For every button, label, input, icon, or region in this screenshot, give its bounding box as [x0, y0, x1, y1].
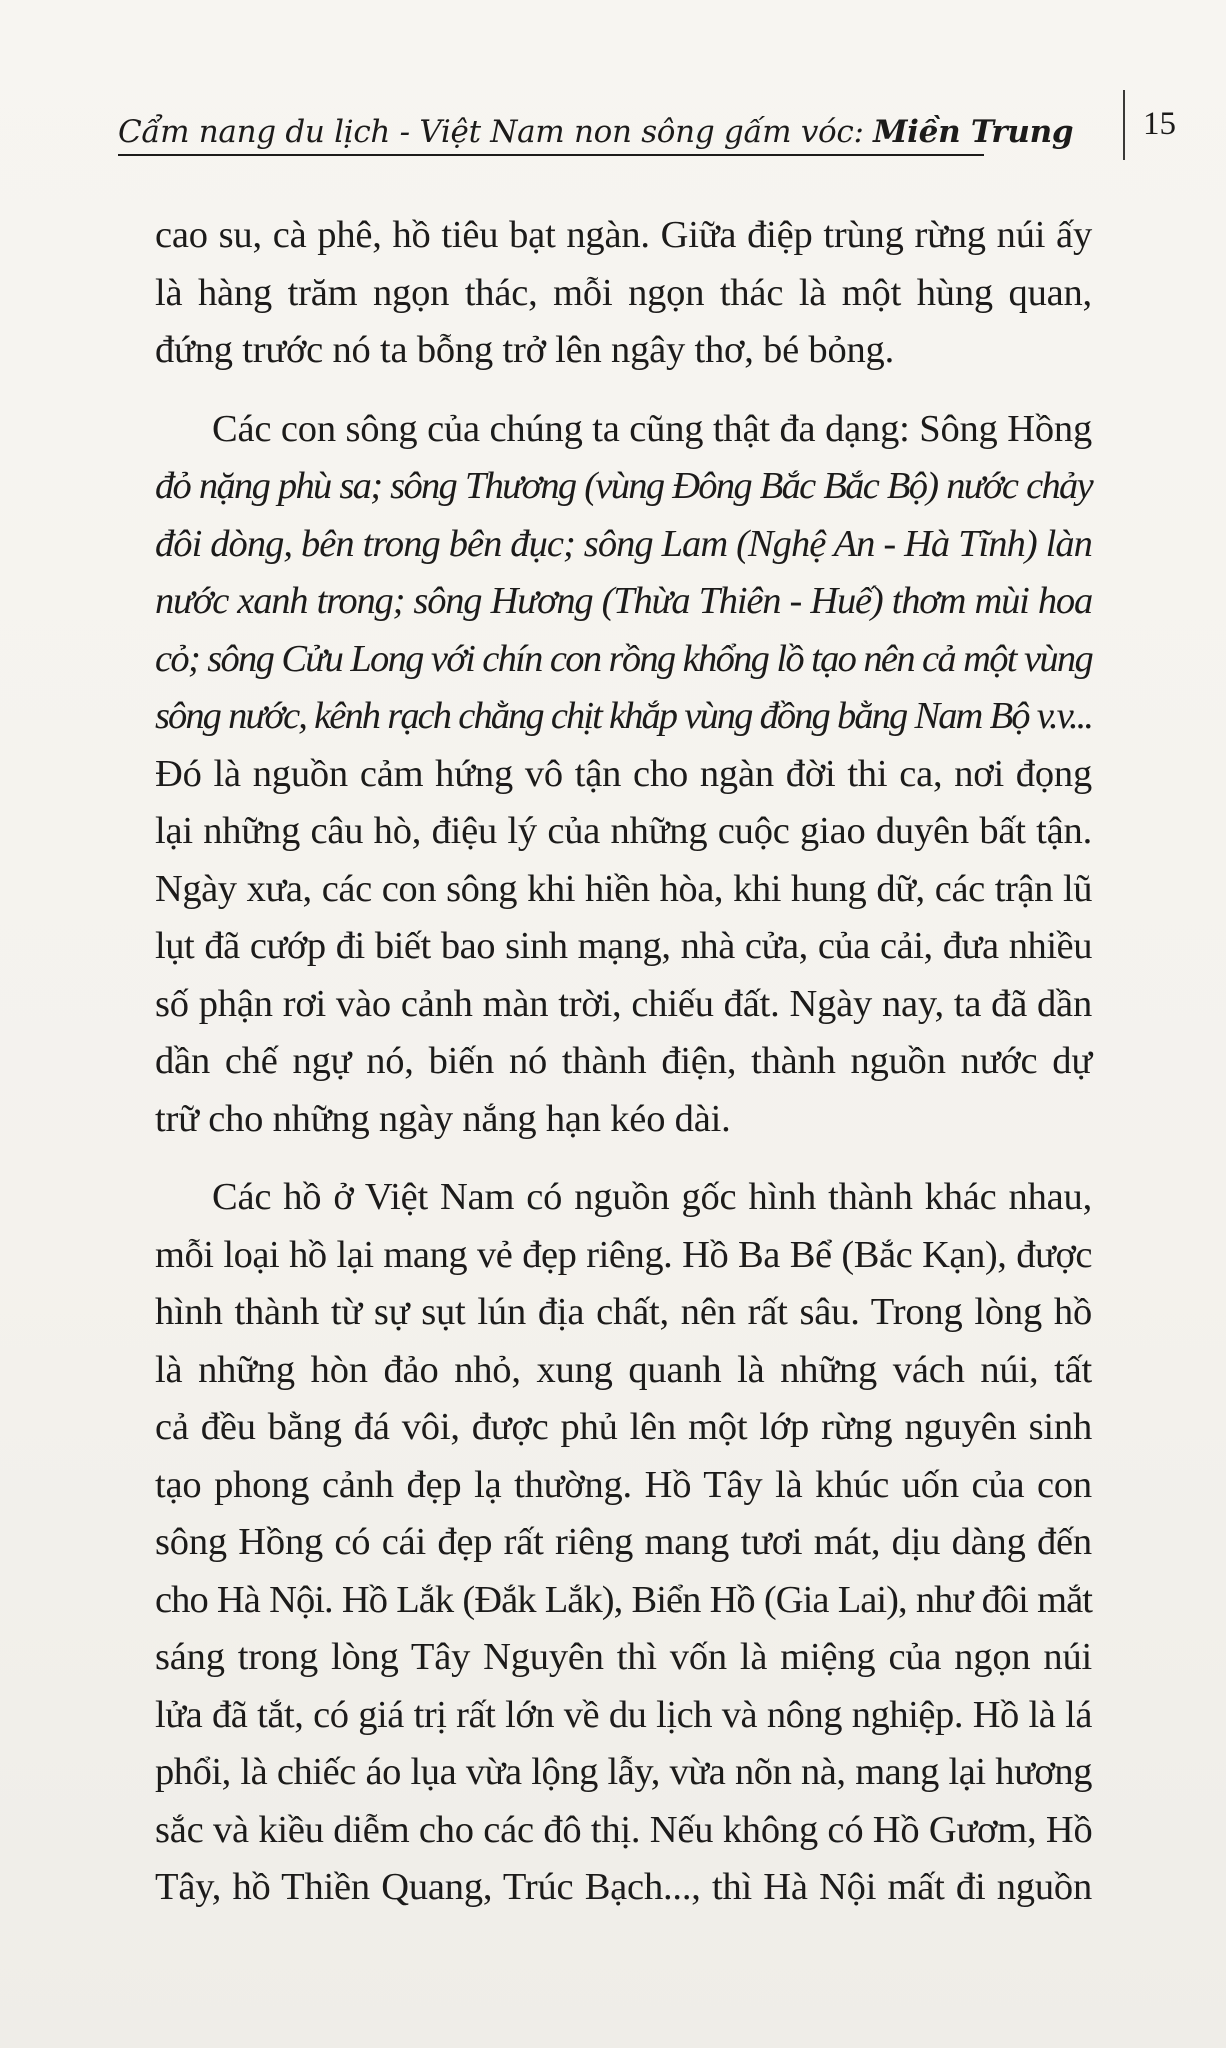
text-line: Các con sông của chúng ta cũng thật đa dạng: Sông Hồng	[212, 407, 1092, 450]
text-line: phổi, là chiếc áo lụa vừa lộng lẫy, vừa nõn nà, mang lại hương	[155, 1751, 1092, 1793]
text-line: đứng trước nó ta bỗng trở lên ngây thơ, bé bỏng.	[155, 329, 895, 371]
page-number: 15	[1143, 106, 1176, 142]
text-line: sáng trong lòng Tây Nguyên thì vốn là miệng của ngọn núi	[155, 1636, 1092, 1678]
text-line: tạo phong cảnh đẹp lạ thường. Hồ Tây là khúc uốn của con	[155, 1463, 1092, 1506]
text-line: Ngày xưa, các con sông khi hiền hòa, khi hung dữ, các trận lũ	[155, 867, 1092, 910]
text-line: lụt đã cướp đi biết bao sinh mạng, nhà cửa, của cải, đưa nhiều	[155, 925, 1092, 967]
text-line: cỏ; sông Cửu Long với chín con rồng khổng lồ tạo nên cả một vùng	[155, 637, 1092, 680]
text-line: dần chế ngự nó, biến nó thành điện, thành nguồn nước dự	[155, 1040, 1092, 1082]
paragraph-rivers	[155, 401, 1092, 1149]
text-line: là những hòn đảo nhỏ, xung quanh là những vách núi, tất	[155, 1348, 1092, 1391]
text-line: mỗi loại hồ lại mang vẻ đẹp riêng. Hồ Ba Bể (Bắc Kạn), được	[155, 1233, 1092, 1276]
header-underline	[118, 154, 984, 156]
text-line: trữ cho những ngày nắng hạn kéo dài.	[155, 1097, 731, 1140]
header-title-text: Cẩm nang du lịch - Việt Nam non sông gấm vóc:	[118, 114, 874, 150]
header-divider	[1123, 90, 1125, 160]
text-line: cả đều bằng đá vôi, được phủ lên một lớp rừng nguyên sinh	[155, 1406, 1092, 1448]
body-text	[155, 207, 1092, 1917]
text-line: số phận rơi vào cảnh màn trời, chiếu đất. Ngày nay, ta đã dần	[155, 982, 1092, 1025]
header-title-region: Miền Trung	[873, 114, 1074, 150]
text-line: là hàng trăm ngọn thác, mỗi ngọn thác là một hùng quan,	[155, 271, 1092, 314]
text-line: sắc và kiều diễm cho các đô thị. Nếu không có Hồ Gươm, Hồ	[155, 1808, 1093, 1851]
text-line: sông Hồng có cái đẹp rất riêng mang tươi mát, dịu dàng đến	[155, 1521, 1092, 1563]
text-line: hình thành từ sự sụt lún địa chất, nên rất sâu. Trong lòng hồ	[155, 1291, 1092, 1333]
text-line: lại những câu hò, điệu lý của những cuộc giao duyên bất tận.	[155, 810, 1092, 852]
text-line: đôi dòng, bên trong bên đục; sông Lam (Nghệ An - Hà Tĩnh) làn	[155, 522, 1092, 565]
text-line: cao su, cà phê, hồ tiêu bạt ngàn. Giữa điệp trùng rừng núi ấy	[155, 214, 1092, 256]
text-line: Các hồ ở Việt Nam có nguồn gốc hình thành khác nhau,	[212, 1176, 1092, 1218]
text-line: lửa đã tắt, có giá trị rất lớn về du lịch và nông nghiệp. Hồ là lá	[155, 1693, 1092, 1736]
paragraph-1	[155, 207, 1092, 380]
running-header-title	[118, 106, 1074, 158]
text-line: nước xanh trong; sông Hương (Thừa Thiên - Huế) thơm mùi hoa	[155, 580, 1092, 622]
text-line: cho Hà Nội. Hồ Lắk (Đắk Lắk), Biển Hồ (Gia Lai), như đôi mắt	[155, 1578, 1092, 1621]
paragraph-lakes	[155, 1169, 1092, 1917]
text-line: sông nước, kênh rạch chằng chịt khắp vùng đồng bằng Nam Bộ v.v...	[155, 695, 1092, 737]
running-header	[118, 100, 1176, 170]
text-line: đỏ nặng phù sa; sông Thương (vùng Đông Bắc Bắc Bộ) nước chảy	[155, 465, 1092, 507]
text-line: Đó là nguồn cảm hứng vô tận cho ngàn đời thi ca, nơi đọng	[155, 752, 1092, 795]
text-line: Tây, hồ Thiền Quang, Trúc Bạch..., thì Hà Nội mất đi nguồn	[155, 1866, 1092, 1908]
